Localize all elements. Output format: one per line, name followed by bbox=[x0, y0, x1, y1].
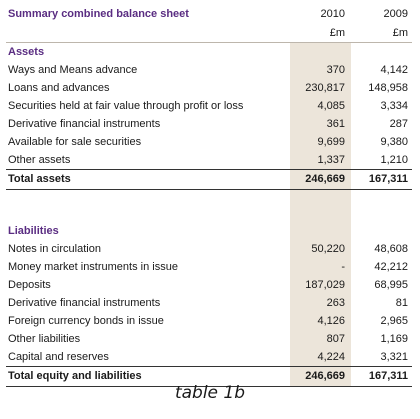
section-heading-liabilities: Liabilities bbox=[6, 222, 412, 240]
table-header-row bbox=[6, 4, 412, 24]
spacer-row bbox=[6, 190, 412, 206]
spacer-row bbox=[6, 206, 412, 222]
table-row: Other assets 1,337 1,210 bbox=[6, 151, 412, 169]
column-header-2009: 2009 bbox=[383, 8, 408, 20]
table-caption: table 1b bbox=[174, 383, 246, 403]
table-row: Other liabilities 807 1,169 bbox=[6, 330, 412, 348]
table-row: Available for sale securities 9,699 9,380 bbox=[6, 133, 412, 151]
table-row: Deposits 187,029 68,995 bbox=[6, 276, 412, 294]
table-row: Capital and reserves 4,224 3,321 bbox=[6, 348, 412, 366]
total-equity-liabilities-row: Total equity and liabilities 246,669 167,311 bbox=[6, 366, 412, 387]
column-header-2010: 2010 bbox=[290, 4, 351, 24]
total-assets-row: Total assets 246,669 167,311 bbox=[6, 169, 412, 190]
table-row: Money market instruments in issue - 42,212 bbox=[6, 258, 412, 276]
section-heading-assets: Assets bbox=[6, 43, 412, 61]
units-row bbox=[6, 24, 412, 43]
table-row: Foreign currency bonds in issue 4,126 2,965 bbox=[6, 312, 412, 330]
table-row: Derivative financial instruments 263 81 bbox=[6, 294, 412, 312]
table-row: Notes in circulation 50,220 48,608 bbox=[6, 240, 412, 258]
table-row: Ways and Means advance 370 4,142 bbox=[6, 61, 412, 79]
table-row: Loans and advances 230,817 148,958 bbox=[6, 79, 412, 97]
unit-2010: £m bbox=[290, 24, 351, 42]
balance-sheet-table bbox=[6, 0, 412, 387]
table-row: Derivative financial instruments 361 287 bbox=[6, 115, 412, 133]
table-title: Summary combined balance sheet bbox=[8, 8, 189, 20]
table-row: Securities held at fair value through profit or loss 4,085 3,334 bbox=[6, 97, 412, 115]
unit-2009: £m bbox=[392, 27, 408, 39]
